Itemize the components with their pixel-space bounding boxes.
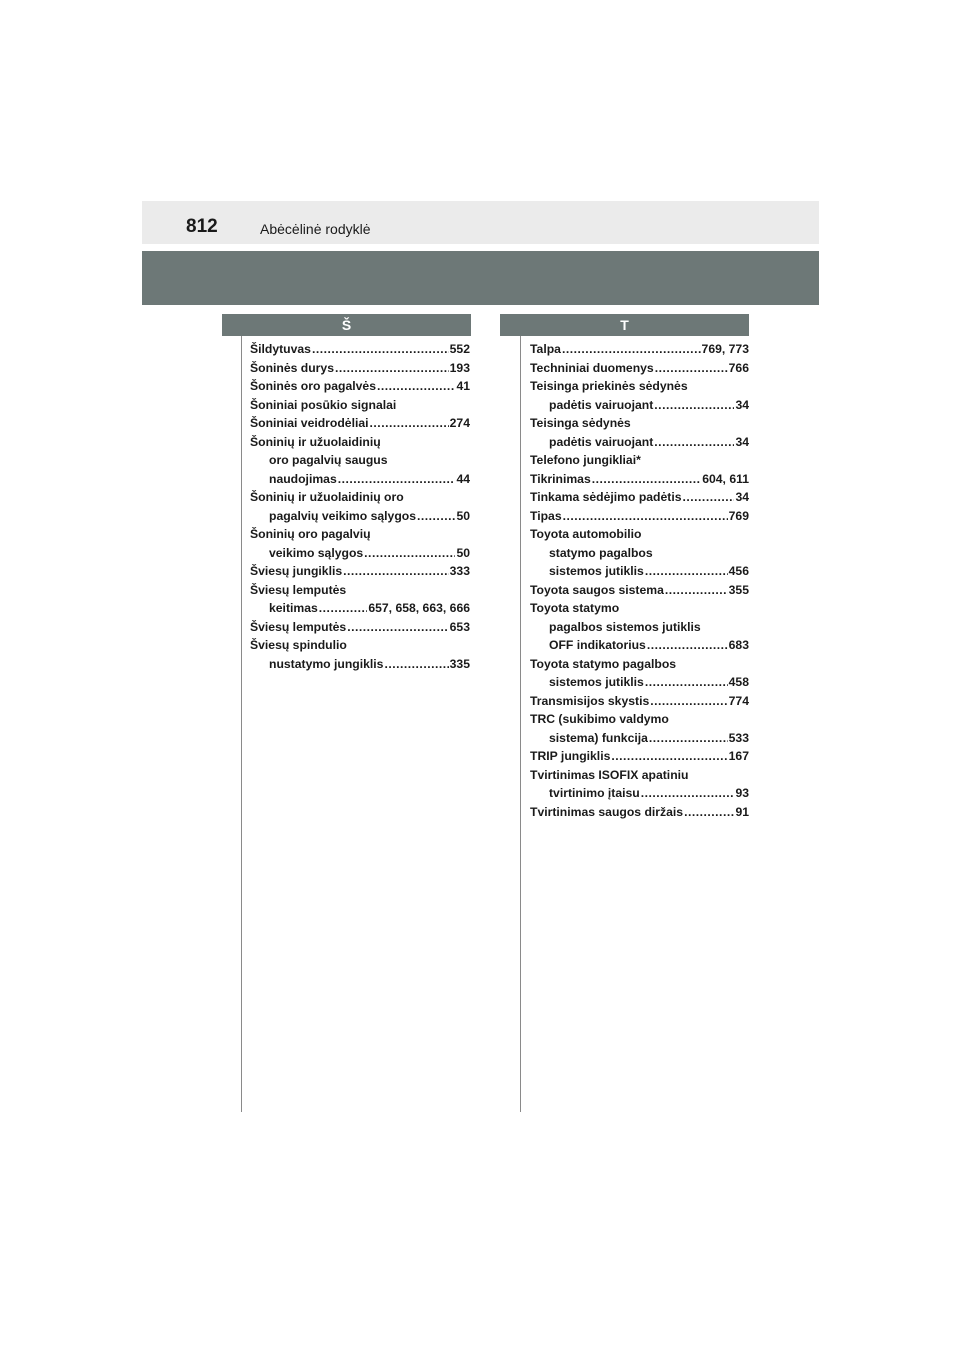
index-entry: [250, 581, 470, 600]
index-entry: [530, 747, 749, 766]
page-number: 812: [186, 216, 218, 237]
index-entry-text: Šoninės oro pagalvės: [250, 379, 376, 393]
page-reference: 50: [456, 508, 470, 523]
page-reference: 335: [449, 656, 470, 671]
page-reference: 769: [728, 508, 749, 523]
index-entry-text: Toyota statymo: [530, 601, 620, 615]
index-entry: [530, 377, 749, 396]
page-reference: 167: [728, 749, 749, 763]
index-entry: [250, 655, 470, 674]
dot-leader: [684, 803, 734, 822]
index-entry: [250, 488, 470, 507]
index-entry: [530, 729, 749, 748]
index-entry-text: Tvirtinimas ISOFIX apatiniu: [530, 767, 689, 782]
index-entry-text: Šoninių ir užuolaidinių oro: [250, 490, 404, 504]
index-entry-text: padėtis vairuojant: [549, 434, 654, 449]
dot-leader: [655, 359, 728, 378]
index-entry: [250, 562, 470, 581]
page-header-bar: [142, 201, 819, 244]
page-reference: 93: [735, 786, 749, 800]
page-reference: 653: [449, 619, 470, 634]
dot-leader: [641, 784, 735, 803]
index-entry-text: Telefono jungikliai*: [530, 453, 641, 467]
column-divider-right: [520, 336, 521, 1112]
index-entry-text: Šoniniai posūkio signalai: [250, 397, 397, 412]
dot-leader: [654, 396, 734, 415]
dot-leader: [563, 507, 728, 526]
page-reference: 91: [735, 804, 749, 819]
index-entry-text: Tikrinimas: [530, 471, 591, 486]
page-reference: 533: [728, 730, 749, 745]
dot-leader: [645, 673, 728, 692]
index-entry-text: padėtis vairuojant: [549, 397, 654, 412]
dot-leader: [319, 599, 368, 618]
index-entry-text: Teisinga priekinės sėdynės: [530, 379, 688, 393]
index-entry-text: Šviesų lemputės: [250, 582, 347, 597]
page-reference: 657, 658, 663, 666: [368, 601, 470, 615]
index-entry: [250, 599, 470, 618]
index-entry-text: keitimas: [269, 601, 318, 615]
index-entry-text: Toyota automobilio: [530, 527, 642, 541]
index-entry-text: Tvirtinimas saugos diržais: [530, 804, 684, 819]
page-reference: 274: [449, 416, 470, 430]
page-reference: 604, 611: [702, 471, 749, 486]
page-reference: 34: [735, 397, 749, 412]
index-entry-text: pagalbos sistemos jutiklis: [549, 619, 701, 634]
index-entry: [250, 359, 470, 378]
index-entry: [530, 673, 749, 692]
index-entry: [530, 581, 749, 600]
index-entry: [530, 359, 749, 378]
index-entry: [530, 488, 749, 507]
index-entry-text: Šoninės durys: [250, 360, 334, 375]
index-entry: [250, 636, 470, 655]
index-entry: [250, 525, 470, 544]
page-reference: 44: [456, 471, 470, 486]
index-entry-text: Šildytuvas: [250, 342, 311, 356]
index-entry: [530, 470, 749, 489]
index-entry-text: Techniniai duomenys: [530, 360, 654, 375]
index-entry-text: Transmisijos skystis: [530, 693, 650, 708]
page-reference: 50: [456, 545, 470, 560]
index-entry-text: OFF indikatorius: [549, 638, 646, 652]
index-entry-text: sistema) funkcija: [549, 730, 648, 745]
index-entry-text: Talpa: [530, 342, 561, 356]
dot-leader: [647, 636, 728, 655]
index-entry: [530, 451, 749, 470]
index-entry-text: Šviesų jungiklis: [250, 564, 343, 578]
index-entry: [530, 414, 749, 433]
page-reference: 333: [449, 564, 470, 578]
index-entry: [250, 618, 470, 637]
index-entry-text: Šviesų lemputės: [250, 619, 347, 634]
page-reference: 34: [735, 434, 749, 449]
index-entry-text: Tipas: [530, 508, 562, 523]
index-entry: [250, 470, 470, 489]
index-entry: [530, 507, 749, 526]
page-reference: 774: [728, 693, 749, 708]
index-entry: [250, 377, 470, 396]
page-reference: 456: [728, 564, 749, 578]
index-entry-text: Toyota statymo pagalbos: [530, 656, 677, 671]
dot-leader: [665, 581, 728, 600]
page-title: Abėcėlinė rodyklė: [260, 221, 371, 237]
dot-leader: [417, 507, 455, 526]
index-entry: [530, 655, 749, 674]
dot-leader: [654, 433, 734, 452]
index-entry: [250, 414, 470, 433]
index-entry-text: sistemos jutiklis: [549, 564, 644, 578]
index-entry-text: pagalvių veikimo sąlygos: [269, 508, 416, 523]
page-reference: 458: [728, 675, 749, 689]
index-entry: [530, 784, 749, 803]
index-entry-text: nustatymo jungiklis: [269, 656, 384, 671]
index-entry: [250, 507, 470, 526]
dot-leader: [335, 359, 449, 378]
dot-leader: [592, 470, 701, 489]
index-entry: [530, 599, 749, 618]
index-entry-text: tvirtinimo įtaisu: [549, 786, 640, 800]
dot-leader: [312, 340, 449, 359]
dot-leader: [611, 747, 727, 766]
page-reference: 34: [735, 490, 749, 504]
index-entry: [250, 396, 470, 415]
index-entry: [250, 340, 470, 359]
index-entry-text: Šviesų spindulio: [250, 638, 347, 652]
dot-leader: [650, 692, 727, 711]
index-entry-text: Šoniniai veidrodėliai: [250, 416, 369, 430]
index-entry-text: TRIP jungiklis: [530, 749, 611, 763]
index-entry: [530, 636, 749, 655]
index-entry-text: veikimo sąlygos: [269, 545, 364, 560]
index-entry: [530, 692, 749, 711]
dot-leader: [347, 618, 448, 637]
index-entry-text: TRC (sukibimo valdymo: [530, 712, 669, 726]
index-entry: [530, 525, 749, 544]
index-entry: [250, 433, 470, 452]
index-entry-text: Toyota saugos sistema: [530, 582, 664, 597]
index-entry: [250, 451, 470, 470]
index-entry-text: sistemos jutiklis: [549, 675, 644, 689]
dot-leader: [338, 470, 456, 489]
index-entry: [530, 803, 749, 822]
index-entry: [530, 710, 749, 729]
index-entry: [530, 340, 749, 359]
dot-leader: [649, 729, 728, 748]
index-entry-text: Šoninių oro pagalvių: [250, 527, 371, 541]
page-reference: 766: [728, 360, 749, 375]
page-reference: 683: [728, 638, 749, 652]
index-entry-text: Tinkama sėdėjimo padėtis: [530, 490, 682, 504]
dot-leader: [377, 377, 455, 396]
dot-leader: [343, 562, 449, 581]
index-entry: [530, 562, 749, 581]
dot-leader: [370, 414, 449, 433]
page-reference: 41: [456, 379, 470, 393]
index-entry-text: statymo pagalbos: [549, 545, 653, 560]
page-reference: 552: [449, 342, 470, 356]
dot-leader: [364, 544, 455, 563]
index-entry-text: oro pagalvių saugus: [269, 453, 388, 467]
index-entry: [530, 544, 749, 563]
dot-leader: [683, 488, 735, 507]
index-entry: [530, 396, 749, 415]
page-reference: 193: [449, 360, 470, 375]
page-reference: 355: [728, 582, 749, 597]
index-column-s: [250, 340, 470, 673]
index-entry: [250, 544, 470, 563]
dot-leader: [562, 340, 701, 359]
dot-leader: [384, 655, 448, 674]
header-band: [142, 251, 819, 305]
page-reference: 769, 773: [701, 342, 749, 356]
section-header-t: T: [500, 314, 749, 336]
column-divider-left: [241, 336, 242, 1112]
index-entry: [530, 433, 749, 452]
index-entry-text: naudojimas: [269, 471, 337, 486]
index-entry-text: Šoninių ir užuolaidinių: [250, 434, 381, 449]
index-entry: [530, 618, 749, 637]
section-header-s: Š: [222, 314, 471, 336]
index-entry-text: Teisinga sėdynės: [530, 416, 631, 430]
index-column-t: [530, 340, 749, 821]
index-entry: [530, 766, 749, 785]
dot-leader: [645, 562, 728, 581]
